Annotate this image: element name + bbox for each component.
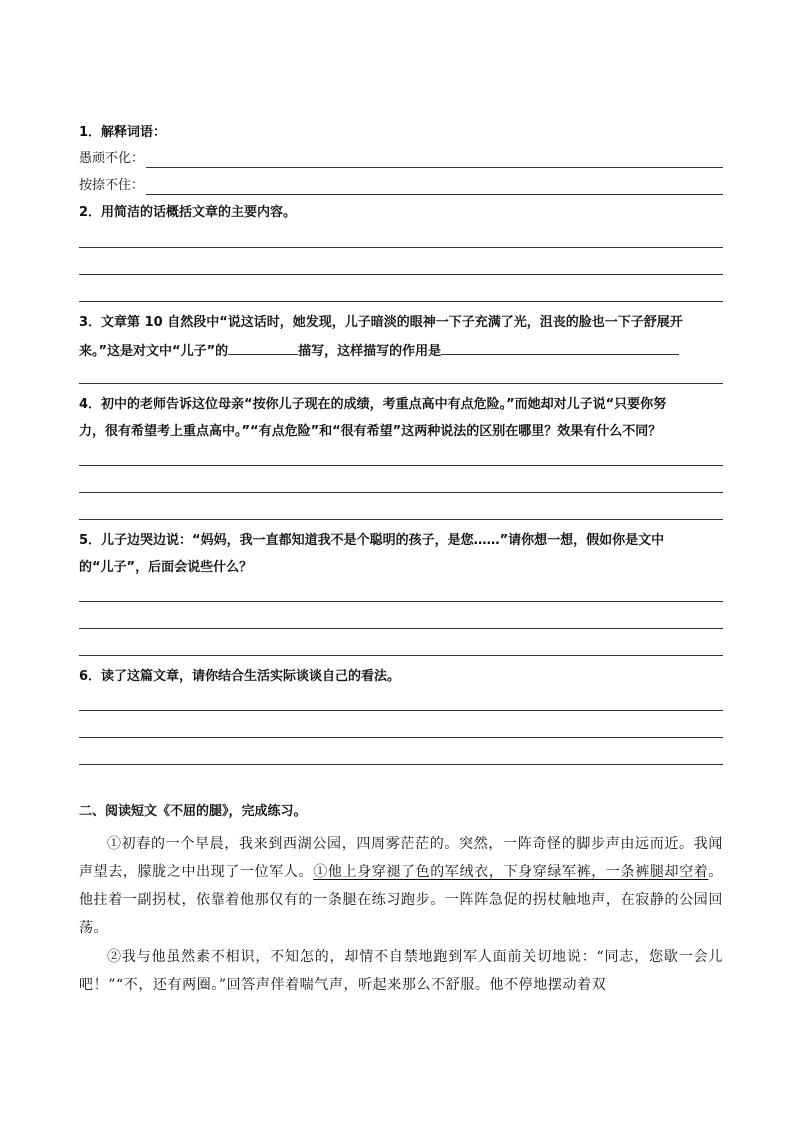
q4-answer-line-2[interactable] (79, 492, 723, 493)
q1-item-1 (79, 150, 723, 168)
q3-answer-line[interactable] (79, 383, 723, 384)
q5-line-1: 5．儿子边哭边说：“妈妈，我一直都知道我不是个聪明的孩子，是您……”请你想一想，假如你是文中 (79, 533, 665, 548)
q3-line-2-text-a: 来。”这是对文中“儿子”的 (79, 344, 229, 359)
q6-answer-line-1[interactable] (79, 710, 723, 711)
q3-blank-description[interactable] (228, 340, 298, 355)
passage-p1-underlined: ①他上身穿褪了色的军绒衣，下身穿绿军裤，一条裤腿却空着 (313, 864, 709, 880)
q1-item-2-label: 按捺不住： (79, 178, 145, 193)
q3-line-1: 3．文章第 10 自然段中“说这话时，她发现，儿子暗淡的眼神一下子充满了光，沮丧的脸也一下子舒展开 (79, 315, 683, 330)
passage-paragraph-1 (79, 830, 723, 942)
q4-line-2: 力，很有希望考上重点高中。”“有点危险”和“很有希望”这两种说法的区别在哪里？效果有什么不同？ (79, 424, 662, 439)
q1-item-1-answer-line[interactable] (146, 153, 723, 168)
q3-line-2 (79, 340, 723, 361)
q1-item-1-label: 愚顽不化： (79, 151, 145, 166)
q6-title: 6．读了这篇文章，请你结合生活实际谈谈自己的看法。 (79, 669, 401, 684)
q2-answer-line-3[interactable] (79, 301, 723, 302)
q3-line-2-text-b: 描写，这样描写的作用是 (298, 344, 442, 359)
q4-line-1: 4．初中的老师告诉这位母亲“按你儿子现在的成绩，考重点高中有点危险。”而她却对儿子说“只要你努 (79, 397, 667, 412)
q6-answer-line-3[interactable] (79, 764, 723, 765)
q5-answer-line-3[interactable] (79, 655, 723, 656)
q5-line-2: 的“儿子”，后面会说些什么？ (79, 560, 253, 575)
q4-answer-line-1[interactable] (79, 465, 723, 466)
q2-title: 2．用简洁的话概括文章的主要内容。 (79, 205, 297, 220)
section2-heading: 二、阅读短文《不屈的腿》，完成练习。 (79, 804, 307, 819)
passage-p1-text-b: 。他拄着一副拐杖，依靠着他那仅有的一条腿在练习跑步。一阵阵急促的拐杖触地声，在寂静的公园回荡。 (79, 864, 723, 936)
q3-blank-effect[interactable] (441, 340, 679, 355)
q1-item-2-answer-line[interactable] (146, 180, 723, 195)
q1-item-2 (79, 177, 723, 195)
q5-answer-line-2[interactable] (79, 628, 723, 629)
q5-answer-line-1[interactable] (79, 601, 723, 602)
q4-answer-line-3[interactable] (79, 519, 723, 520)
passage-p1-text-a: ①初春的一个早晨，我来到西湖公园，四周雾茫茫的。突然，一阵奇怪的脚步声由远而近。我闻声望去，朦胧之中出现了一位军人。 (79, 836, 723, 880)
q2-answer-line-2[interactable] (79, 274, 723, 275)
passage-paragraph-2: ②我与他虽然素不相识，不知怎的，却情不自禁地跑到军人面前关切地说：“同志，您歇一会儿吧！”“不，还有两圈。”回答声伴着喘气声，听起来那么不舒服。他不停地摆动着双 (79, 949, 723, 993)
q2-answer-line-1[interactable] (79, 247, 723, 248)
q6-answer-line-2[interactable] (79, 737, 723, 738)
q1-title: 1．解释词语： (79, 125, 167, 140)
